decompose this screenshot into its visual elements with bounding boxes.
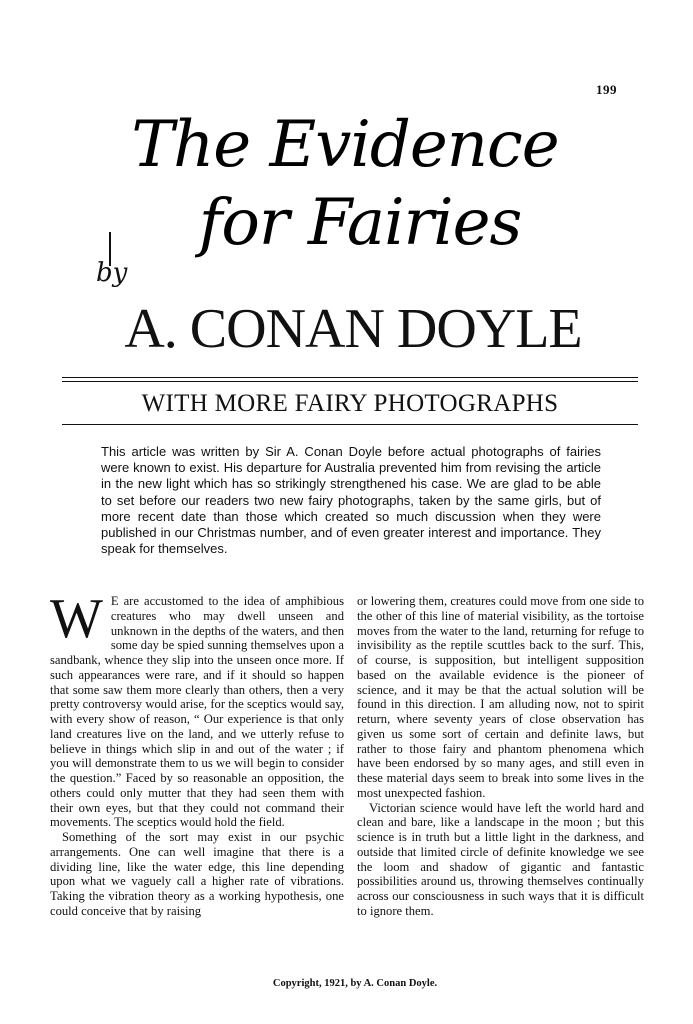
copyright-line: Copyright, 1921, by A. Conan Doyle.	[272, 978, 438, 989]
author-name: A. CONAN DOYLE	[124, 298, 582, 360]
drop-cap: W	[50, 588, 103, 650]
editor-note-text: This article was written by Sir A. Conan Doyle before actual photographs of fairies were known to exist. His departure for Australia prevented him from revising the article in the new light which has so strikingly strengthened his case. We are glad to be able to set before our readers two new fairy photographs, taken by the same girls, but of more recent date than those which created so much discussion when they were published in our Christmas number, and of even greater interest and importance. They speak for themselves.	[101, 444, 601, 557]
page-number: 199	[596, 82, 617, 97]
byline-by: by	[96, 258, 128, 288]
rule-top-double	[62, 381, 638, 382]
left-paragraph-1	[50, 588, 344, 830]
body-column-left	[50, 588, 344, 919]
title-line-1: The Evidence	[131, 108, 559, 182]
rule-top	[62, 377, 638, 378]
right-paragraph-2: Victorian science would have left the world hard and clean and bare, like a landscape in the moon ; but this science is in truth but a little light in the darkness, and outside that limited circle of definite knowledge we see the loom and shadow of gigantic and fantastic possibilities around us, throwing themselves continually across our consciousness in such ways that it is difficult to ignore them.	[357, 800, 644, 918]
subtitle: WITH MORE FAIRY PHOTOGRAPHS	[141, 390, 559, 417]
rule-bottom	[62, 424, 638, 425]
editor-note	[101, 444, 601, 557]
left-paragraph-2: Something of the sort may exist in our psychic arrangements. One can well imagine that there is a dividing line, like the water edge, this line depending upon what we vaguely call a higher rate of vibrations. Taking the vibration theory as a working hypothesis, one could conceive that by raising	[50, 830, 344, 918]
right-paragraph-1: or lowering them, creatures could move from one side to the other of this line of material visibility, as the tortoise moves from the water to the land, returning for refuge to invisibility as the reptile scuttles back to the surf. This, of course, is supposition, but intelligent supposition based on the available evidence is the pioneer of science, and it may be that the actual solution will be found in this direction. I am alluding now, not to spirit return, where seventy years of close observation has given us some sort of certain and definite laws, but rather to those fairy and phantom phenomena which have been endorsed by so many ages, and still even in these material days seem to break into some lives in the most unexpected fashion.	[357, 594, 644, 800]
left-paragraph-1-text: E are accustomed to the idea of amphibious creatures who may dwell unseen and unknown in the depths of the waters, and then some day be spied sunning themselves upon a sandbank, whence they slip into the unseen once more. If such appearances were rare, and if it should so happen that some saw them more clearly than others, then a very pretty controversy would arise, for the sceptics would say, with every show of reason, “ Our experience is that only land creatures live on the land, and we utterly refuse to believe in things which slip in and out of the water ; if you will demonstrate them to us we will begin to consider the question.” Faced by so reasonable an opposition, the others could only mutter that they had seen them with their own eyes, but that they could not command their movements. The sceptics would hold the field.	[50, 594, 344, 830]
title-line-2: for Fairies	[198, 186, 522, 260]
body-column-right	[357, 594, 644, 919]
